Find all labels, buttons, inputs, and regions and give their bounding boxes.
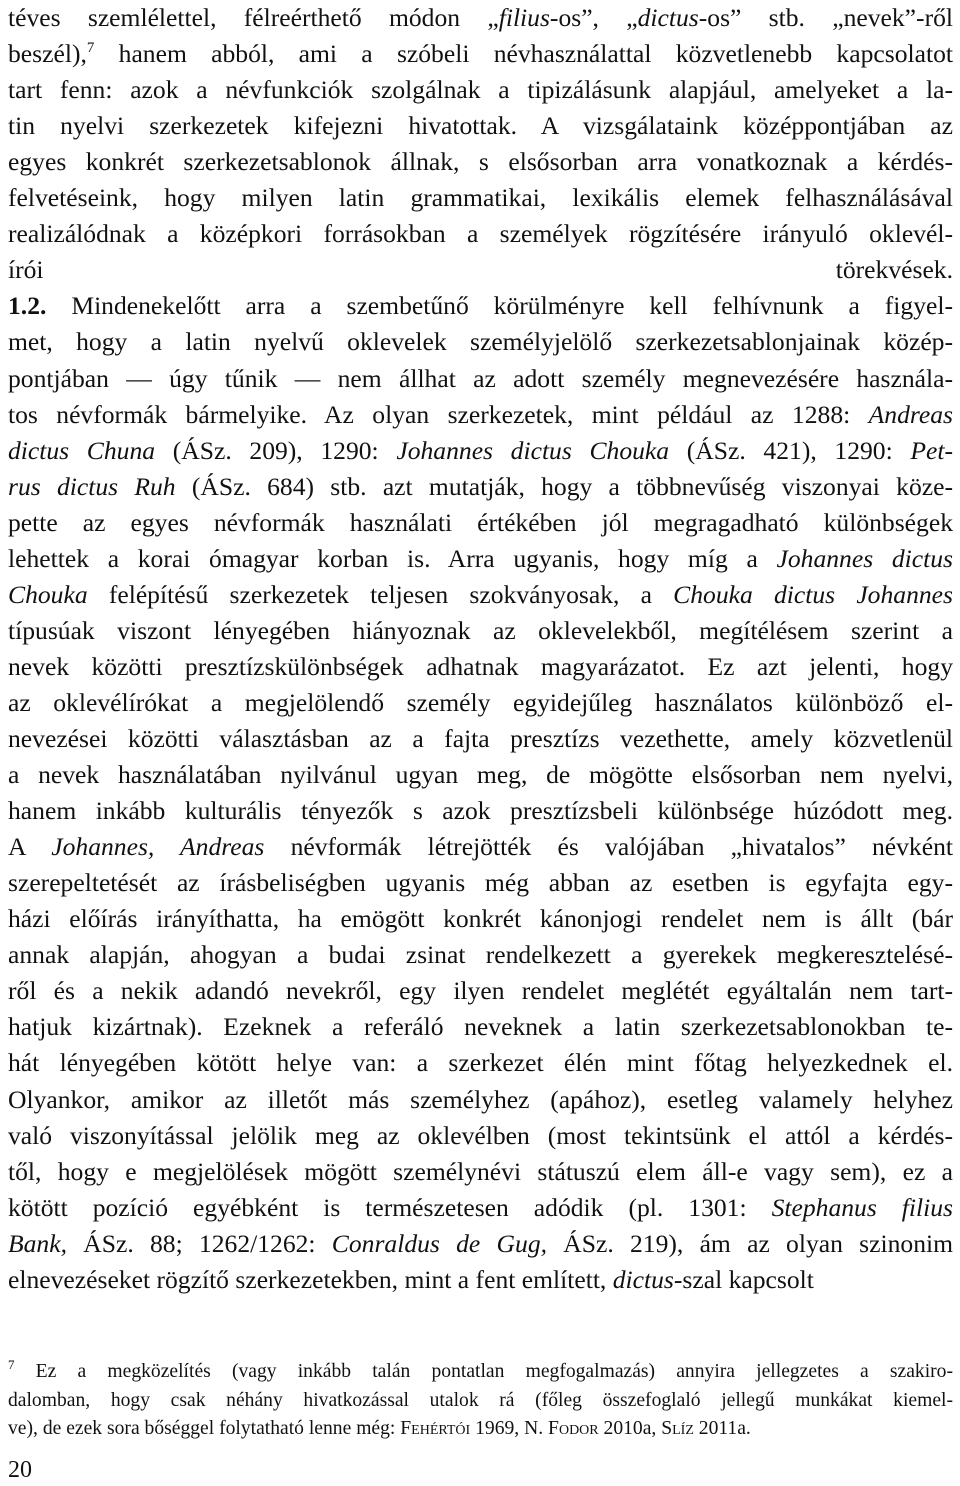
text-segment: 2010a, S [598, 1418, 673, 1439]
text-segment: 1969, N. F [470, 1418, 559, 1439]
text-segment: pontjában — úgy tűnik — nem állhat az adott személy megnevezésére használa- [8, 363, 953, 393]
text-segment: dictus Chuna [8, 435, 156, 465]
text-segment: felépítésű szerkezetek teljesen szokványosak, a [87, 579, 674, 609]
footnote-marker: 7 [86, 40, 95, 56]
text-segment: írói törekvések. [8, 255, 953, 285]
text-segment: 2011a. [693, 1418, 751, 1439]
body-line [8, 72, 953, 108]
text-segment: Pet- [910, 435, 954, 465]
text-segment: a nevek használatában nyilvánul ugyan meg, de mögötte elsősorban nem nyelvi, [8, 760, 953, 789]
body-line [8, 505, 953, 541]
text-segment: lehettek a korai ómagyar korban is. Arra ugyanis, hogy míg a [8, 543, 777, 573]
text-segment: -szal kapcsolt [673, 1264, 814, 1294]
text-segment: típusúak viszont lényegében hiányoznak az oklevelekből, megítélésem szerint a [8, 615, 953, 645]
body-line [8, 469, 953, 505]
text-segment: realizálódnak a középkori forrásokban a személyek rögzítésére irányuló oklevél- [8, 219, 953, 249]
body-line [8, 1154, 953, 1190]
body-line [8, 901, 953, 937]
text-segment: elnevezéseket rögzítő szerkezetekben, mint a fent említett, [8, 1264, 613, 1294]
body-line [8, 541, 953, 577]
text-segment: A [8, 832, 52, 862]
text-segment: ve), de ezek sora bőséggel folytatható lenne még: F [8, 1418, 412, 1439]
text-segment: -os” stb. „nevek”-ről [698, 3, 953, 32]
footnote-line [8, 1415, 953, 1443]
text-segment: (ÁSz. 209), 1290: [155, 435, 397, 465]
text-segment: Johannes dictus [776, 543, 953, 573]
body-line [8, 1118, 953, 1154]
text-segment: 1.2. [8, 291, 47, 321]
text-segment: kötött pozíció egyébként is természetesen adódik (pl. 1301: [8, 1192, 772, 1222]
body-line [8, 1262, 953, 1298]
text-segment: Olyankor, amikor az illetőt más személyhez (apához), esetleg valamely helyhez [8, 1084, 953, 1114]
body-line [8, 973, 953, 1009]
text-segment: tin nyelvi szerkezetek kifejezni hivatottak. A vizsgálataink középpontjában az [8, 111, 953, 141]
text-segment: tos névformák bármelyike. Az olyan szerkezetek, mint például az 1288: [8, 399, 869, 429]
body-line [8, 1009, 953, 1045]
text-segment: Stephanus filius [771, 1192, 953, 1222]
text-segment: ehértói [411, 1418, 471, 1439]
text-segment: filius [498, 3, 550, 32]
body-line [8, 721, 953, 757]
text-segment: az oklevélírókat a megjelölendő személy egyidejűleg használatos különböző el- [8, 687, 953, 717]
body-line [8, 937, 953, 973]
text-segment: Chouka [8, 579, 88, 609]
footnote-line [8, 1358, 953, 1386]
text-segment: rus dictus Ruh [8, 471, 176, 501]
text-segment: beszél), [8, 39, 87, 68]
text-segment: odor [558, 1418, 599, 1439]
text-segment: ÁSz. 88; 1262/1262: [67, 1228, 332, 1258]
text-segment: Mindenekelőtt arra a szembetűnő körülményre kell felhívnunk a figyel- [46, 291, 953, 321]
text-segment: Ez a megközelítés (vagy inkább talán pontatlan megfogalmazás) annyira jellegzetes a szakiro- [14, 1361, 953, 1382]
text-segment: ÁSz. 219), ám az olyan szinonim [547, 1228, 954, 1258]
text-segment: nevek közötti presztízskülönbségek adhatnak magyarázatot. Ez azt jelenti, hogy [8, 651, 953, 681]
text-segment: től, hogy e megjelölések mögött személynévi státuszú elem áll-e vagy sem), ez a [8, 1156, 953, 1186]
body-line [8, 649, 953, 685]
text-segment: Johannes, Andreas [51, 832, 265, 862]
page-number: 20 [8, 1457, 32, 1483]
text-segment: dictus [637, 3, 699, 32]
text-segment: hanem inkább kulturális tényezők s azok presztízsbeli különbsége húzódott meg. [8, 796, 953, 826]
body-line [8, 288, 953, 324]
body-line [8, 216, 953, 252]
text-segment: pette az egyes névformák használati értékében jól megragadható különbségek [8, 507, 953, 537]
text-segment: téves szemlélettel, félreérthető módon „ [8, 3, 499, 32]
body-line [8, 252, 953, 288]
text-segment: nevezései közötti választásban az a fajta presztízs vezethette, amely közvetlenül [8, 724, 953, 753]
text-segment: tart fenn: azok a névfunkciók szolgálnak a tipizálásunk alapjául, amelyeket a la- [8, 75, 953, 105]
footnote-marker: 7 [8, 1357, 15, 1372]
body-line [8, 829, 953, 865]
text-segment: Johannes dictus Chouka [396, 435, 670, 465]
text-segment: házi előírás irányíthatta, ha emögött konkrét kánonjogi rendelet nem is állt (bár [8, 904, 953, 934]
body-line [8, 1226, 953, 1262]
body-line [8, 613, 953, 649]
text-segment: hatjuk kizártnak). Ezeknek a referáló neveknek a latin szerkezetsablonokban te- [8, 1012, 953, 1042]
text-segment: dictus [612, 1264, 674, 1294]
body-line [8, 108, 953, 144]
text-segment: met, hogy a latin nyelvű oklevelek személyjelölő szerkezetsablonjainak közép- [8, 327, 953, 357]
body-line [8, 1190, 953, 1226]
body-line [8, 361, 953, 397]
text-segment: felvetéseink, hogy milyen latin grammatikai, lexikális elemek felhasználásával [8, 183, 953, 213]
text-segment: hanem abból, ami a szóbeli névhasználattal közvetlenebb kapcsolatot [94, 39, 953, 68]
text-segment: annak alapján, ahogyan a budai zsinat rendelkezett a gyerekek megkeresztelésé- [8, 940, 953, 970]
text-segment: dalomban, hogy csak néhány hivatkozással utalok rá (főleg összefoglaló jellegű munkákat kiemel- [8, 1389, 953, 1411]
body-line [8, 144, 953, 180]
body-line [8, 1082, 953, 1118]
body-line [8, 397, 953, 433]
body-line [8, 793, 953, 829]
text-segment: névformák létrejötték és valójában „hivatalos” névként [264, 832, 953, 862]
text-segment: (ÁSz. 421), 1290: [669, 435, 911, 465]
text-segment: egyes konkrét szerkezetsablonok állnak, s elsősorban arra vonatkoznak a kérdés- [8, 147, 953, 177]
body-line [8, 433, 953, 469]
body-line [8, 180, 953, 216]
text-segment: Chouka dictus Johannes [673, 579, 953, 609]
text-segment: líz [672, 1418, 694, 1439]
body-line [8, 865, 953, 901]
text-segment: -os”, „ [549, 3, 638, 32]
text-segment: szerepeltetését az írásbeliségben ugyanis még abban az esetben is egyfajta egy- [8, 868, 953, 898]
text-segment: ről és a nekik adandó nevekről, egy ilyen rendelet meglétét egyáltalán nem tart- [8, 976, 953, 1006]
body-line [8, 36, 953, 72]
text-segment: (ÁSz. 684) stb. azt mutatják, hogy a többnevűség viszonyai köze- [175, 471, 953, 501]
text-segment: való viszonyítással jelölik meg az oklevélben (most tekintsünk el attól a kérdés- [8, 1120, 953, 1150]
body-line [8, 577, 953, 613]
text-segment: hát lényegében kötött helye van: a szerkezet élén mint főtag helyezkednek el. [8, 1048, 953, 1078]
body-line [8, 757, 953, 793]
text-segment: Conraldus de Gug, [331, 1228, 548, 1258]
text-segment: Andreas [868, 399, 953, 429]
footnote-line [8, 1387, 953, 1415]
body-line [8, 1045, 953, 1081]
body-line [8, 324, 953, 360]
text-segment: Bank, [8, 1228, 67, 1258]
body-line [8, 685, 953, 721]
body-line [8, 0, 953, 36]
